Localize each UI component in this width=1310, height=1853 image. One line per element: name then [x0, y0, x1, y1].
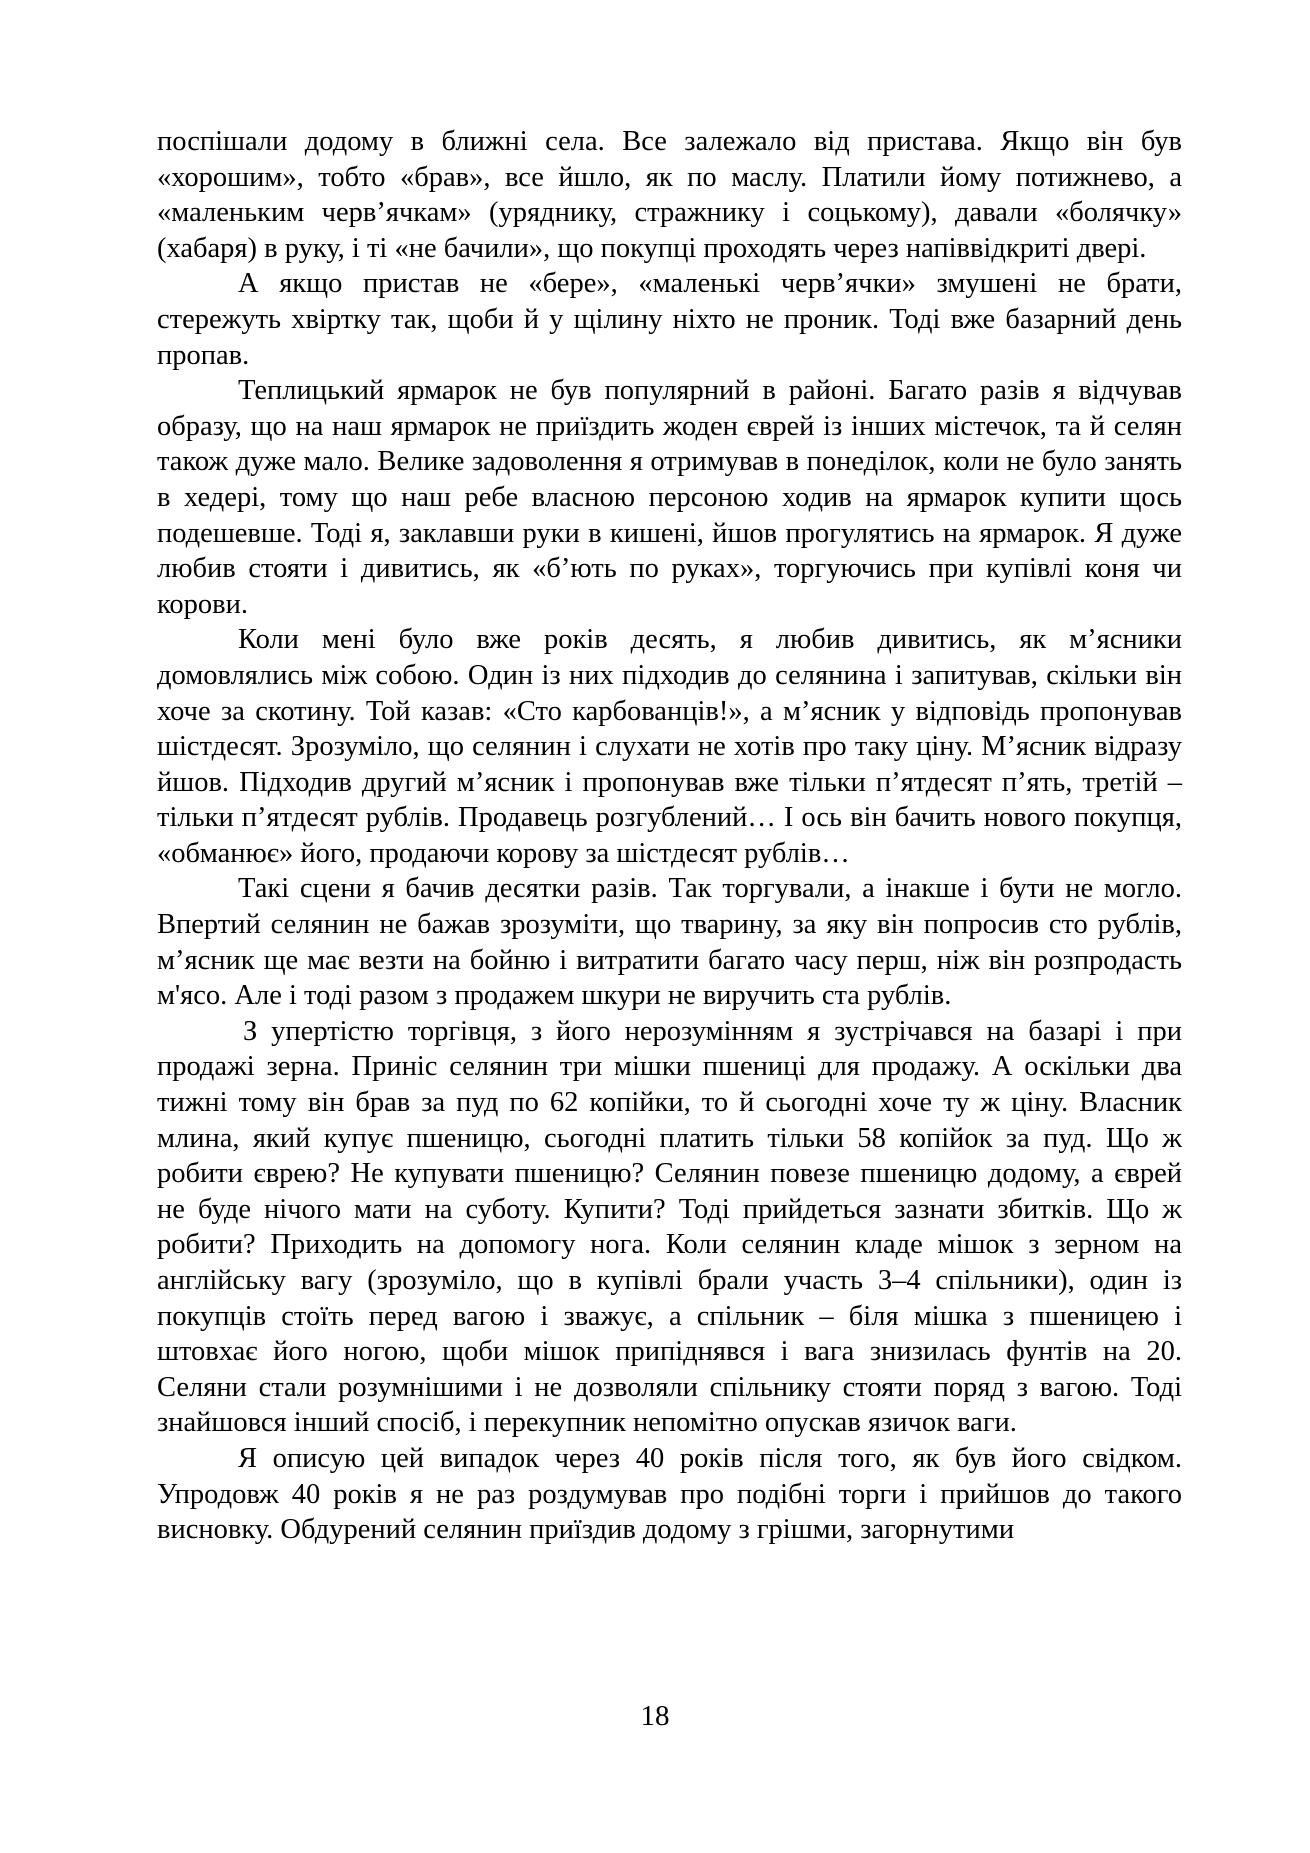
paragraph: Такі сцени я бачив десятки разів. Так торгували, а інакше і бути не могло. Впертий селянин не бажав зрозуміти, що тварину, за яку він попросив сто рублів, м’ясник ще має везти на бойню і витратити багато часу перш, ніж він розпродасть м'ясо. Але і тоді разом з продажем шкури не виручить ста рублів. [157, 873, 1182, 1012]
paragraph: З упертістю торгівця, з його нерозумінням я зустрічався на базарі і при продажі зерна. Приніс селянин три мішки пшениці для продажу. А оскільки два тижні тому він брав за пуд по 62 копійки, то й сьогодні хоче ту ж ціну. Власник млина, який купує пшеницю, сьогодні платить тільки 58 копійок за пуд. Що ж робити єврею? Не купувати пшеницю? Селянин повезе пшеницю додому, а єврей не буде нічого мати на суботу. Купити? Тоді прийдеться зазнати збитків. Що ж робити? Приходить на допомогу нога. Коли селянин кладе мішок з зерном на англійську вагу (зрозуміло, що в купівлі брали участь 3–4 спільники), один із покупців стоїть перед вагою і зважує, а спільник – біля мішка з пшеницею і штовхає його ногою, щоби мішок припіднявся і вага знизилась фунтів на 20. Селяни стали розумнішими і не дозволяли спільнику стояти поряд з вагою. Тоді знайшовся інший спосіб, і перекупник непомітно опускав язичок ваги. [157, 1015, 1182, 1439]
page-number: 18 [640, 1700, 670, 1732]
paragraph: А якщо пристав не «бере», «маленькі черв’ячки» змушені не брати, стережуть хвіртку так, щоби й у щілину ніхто не проник. Тоді вже базарний день пропав. [157, 268, 1182, 371]
body-text [157, 124, 1182, 1548]
paragraph: Теплицький ярмарок не був популярний в районі. Багато разів я відчував образу, що на наш ярмарок не приїздить жоден єврей із інших містечок, та й селян також дуже мало. Велике задоволення я отримував в понеділок, коли не було занять в хедері, тому що наш ребе власною персоною ходив на ярмарок купити щось подешевше. Тоді я, заклавши руки в кишені, йшов прогулятись на ярмарок. Я дуже любив стояти і дивитись, як «б’ють по руках», торгуючись при купівлі коня чи корови. [157, 375, 1182, 620]
paragraph-continuation: поспішали додому в ближні села. Все залежало від пристава. Якщо він був «хорошим», тобто «брав», все йшло, як по маслу. Платили йому потижнево, а «маленьким черв’ячкам» (уряднику, стражнику і соцькому), давали «болячку» (хабаря) в руку, і ті «не бачили», що покупці проходять через напіввідкриті двері. [157, 126, 1182, 264]
paragraph: Я описую цей випадок через 40 років після того, як був його свідком. Упродовж 40 років я не раз роздумував про подібні торги і прийшов до такого висновку. Обдурений селянин приїздив додому з грішми, загорнутими [157, 1442, 1182, 1546]
paragraph: Коли мені було вже років десять, я любив дивитись, як м’ясники домовлялись між собою. Один із них підходив до селянина і запитував, скільки він хоче за скотину. Той казав: «Сто карбованців!», а м’ясник у відповідь пропонував шістдесят. Зрозуміло, що селянин і слухати не хотів про таку ціну. М’ясник відразу йшов. Підходив другий м’ясник і пропонував вже тільки п’ятдесят п’ять, третій – тільки п’ятдесят рублів. Продавець розгублений… І ось він бачить нового покупця, «обманює» його, продаючи корову за шістдесят рублів… [157, 624, 1182, 869]
